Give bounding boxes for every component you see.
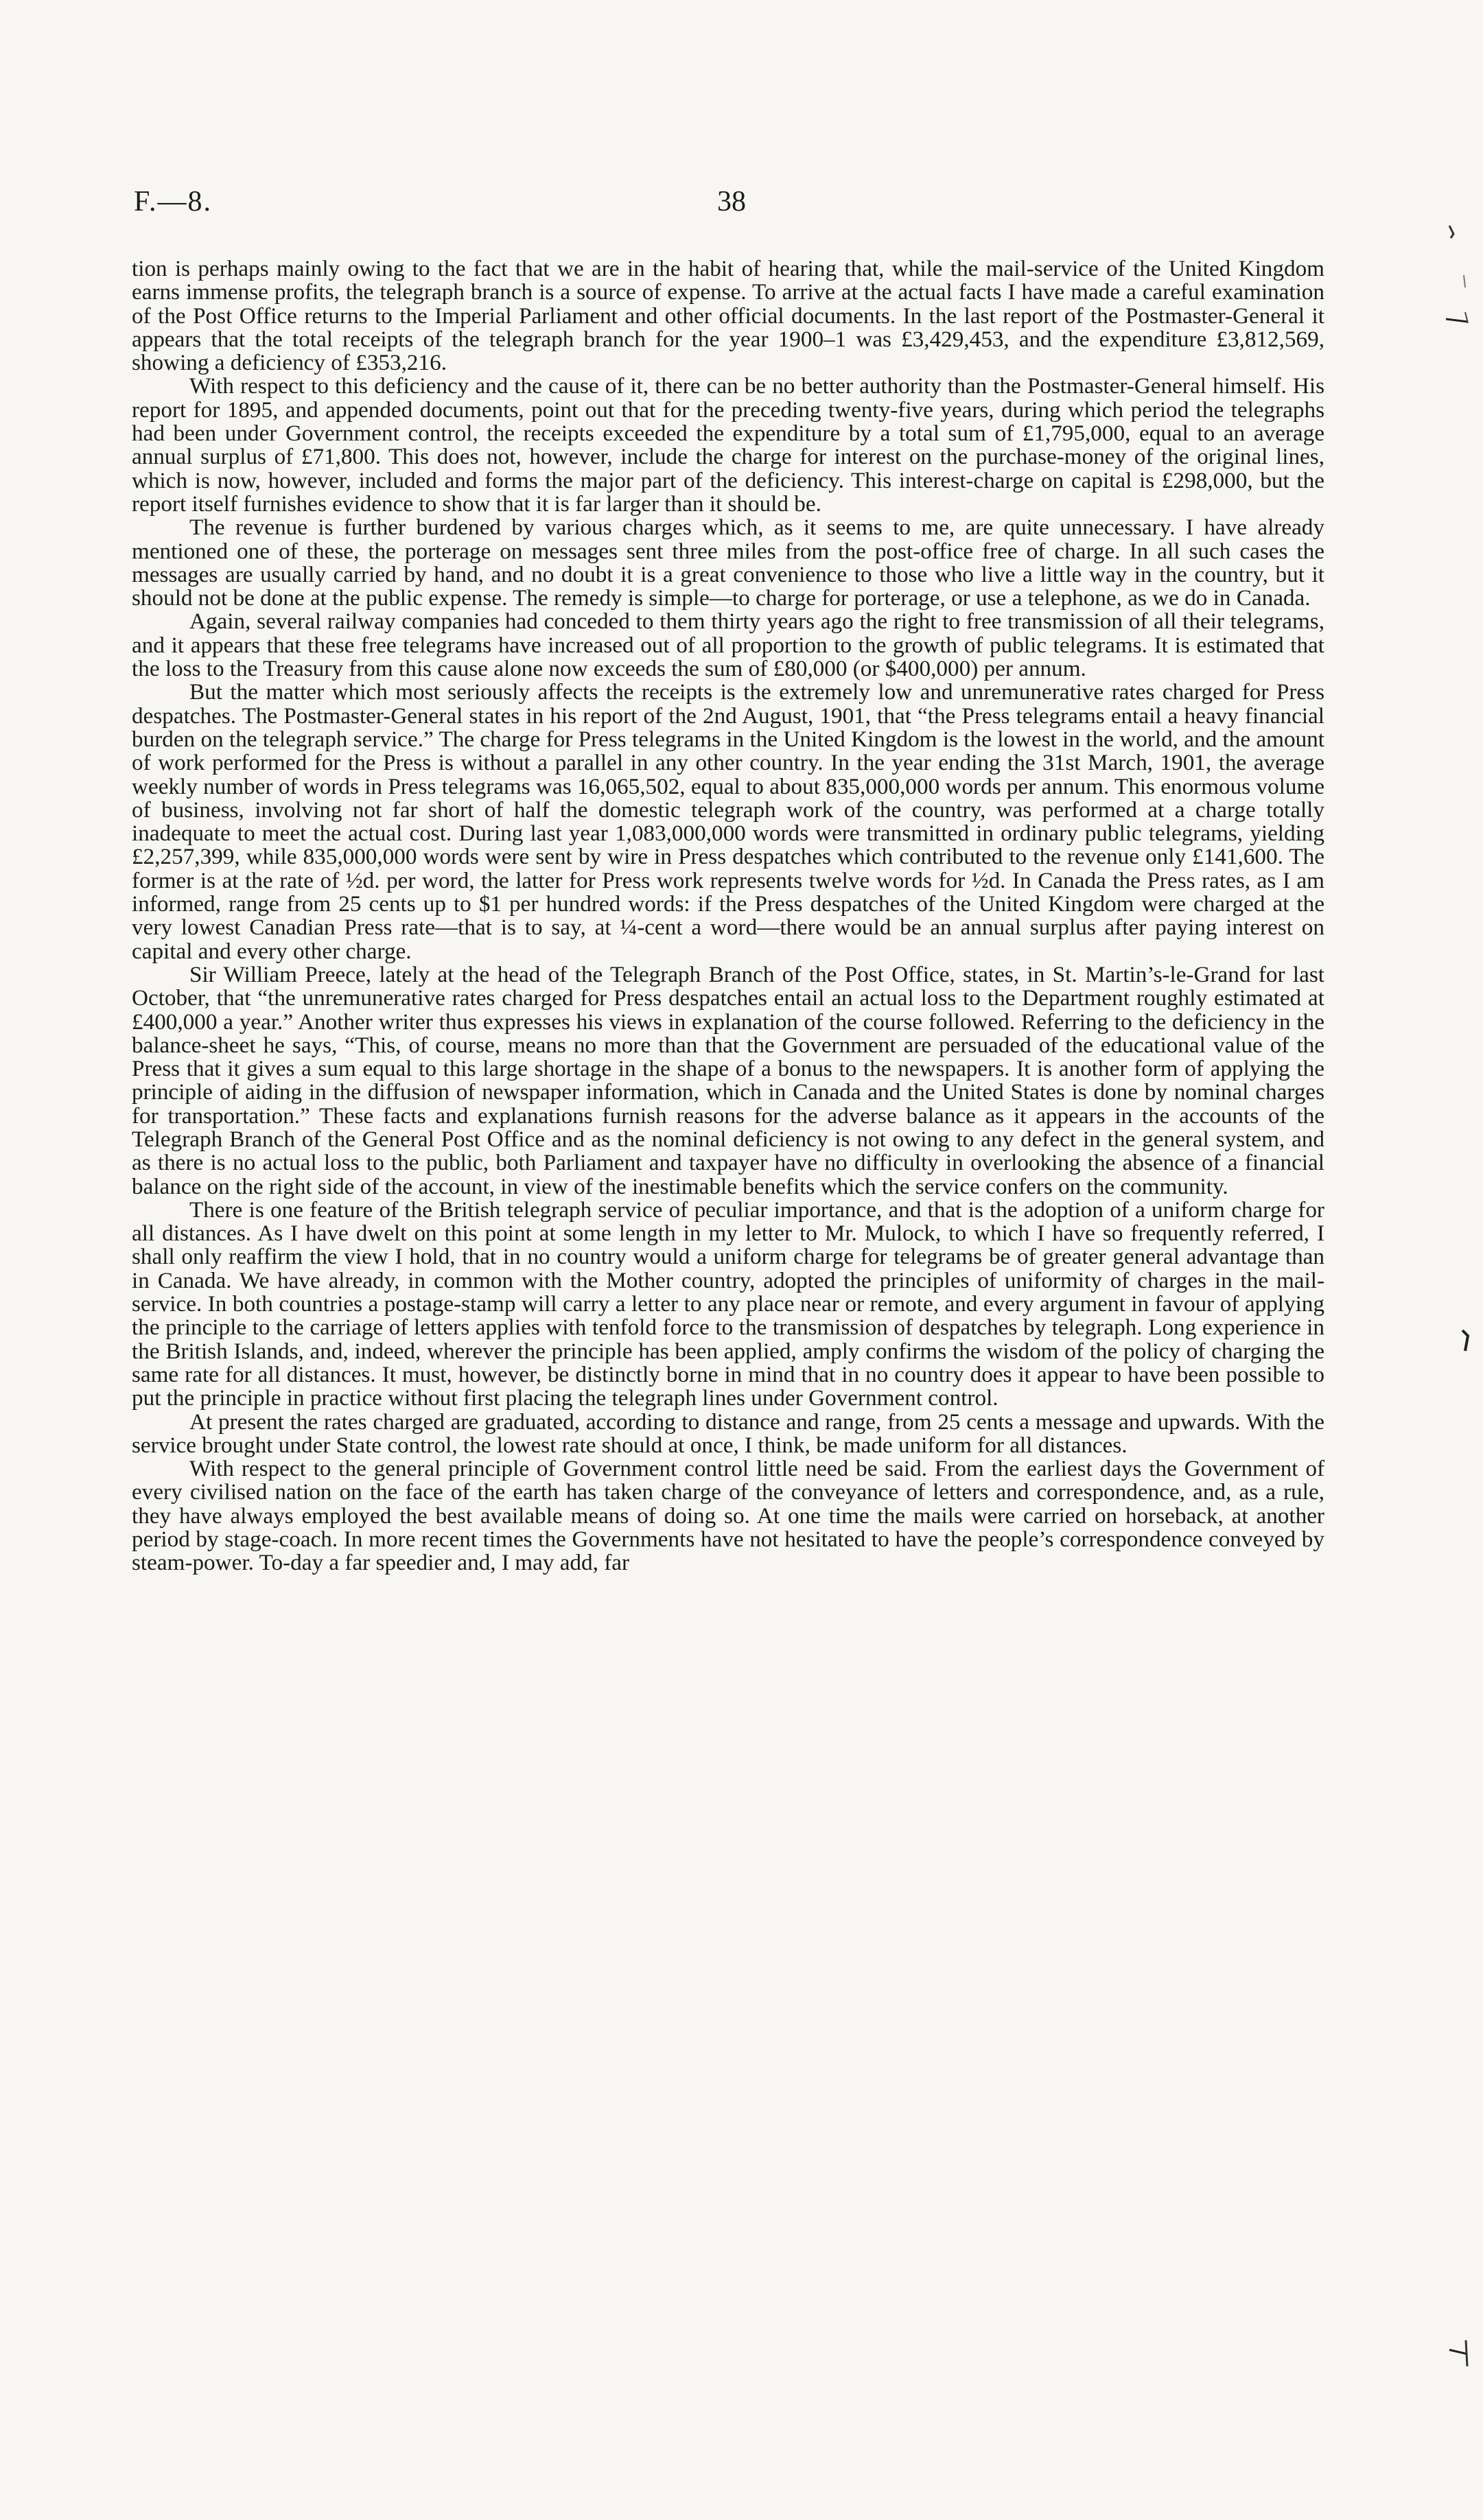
paragraph: But the matter which most seriously affects the receipts is the extremely low and unremunerative rates charged for Press despatches. The Postmaster-General states in his report of the 2nd August, 1901, that “the Press telegrams entail a heavy financial burden on the telegraph service.” The charge for Press telegrams in the United Kingdom is the lowest in the world, and the amount of work performed for the Press is without a parallel in any other country. In the year ending the 31st March, 1901, the average weekly number of words in Press telegrams was 16,065,502, equal to about 835,000,000 words per annum. This enormous volume of business, involving not far short of half the domestic telegraph work of the country, was performed at a charge totally inadequate to meet the actual cost. During last year 1,083,000,000 words were transmitted in ordinary public telegrams, yielding £2,257,399, while 835,000,000 words were sent by wire in Press despatches which contributed to the revenue only £141,600. The former is at the rate of ½d. per word, the latter for Press work represents twelve words for ½d. In Canada the Press rates, as I am informed, range from 25 cents up to $1 per hundred words: if the Press despatches of the United Kingdom were charged at the very lowest Canadian Press rate—that is to say, at ¼-cent a word—there would be an annual surplus after paying interest on capital and every other charge. — [132, 679, 1324, 964]
paragraph: With respect to this deficiency and the cause of it, there can be no better authority than the Postmaster-General himself. His report for 1895, and appended documents, point out that for the preceding twenty-five years, during which period the telegraphs had been under Government control, the receipts exceeded the expenditure by a total sum of £1,795,000, equal to an average annual surplus of £71,800. This does not, however, include the charge for interest on the purchase-money of the original lines, which is now, however, included and forms the major part of the deficiency. This interest-charge on capital is £298,000, but the report itself furnishes evidence to show that it is far larger than it should be. — [132, 373, 1324, 517]
margin-mark — [1458, 1328, 1472, 1355]
paragraph: tion is perhaps mainly owing to the fact that we are in the habit of hearing that, while the mail-service of the United Kingdom earns immense profits, the telegraph branch is a source of expense. To arrive at the actual facts I have made a careful examination of the Post Office returns to the Imperial Parliament and other official documents. In the last report of the Postmaster-General it appears that the total receipts of the telegraph branch for the year 1900–1 was £3,429,453, and the expenditure £3,812,569, showing a deficiency of £353,216. — [132, 256, 1324, 376]
paragraph: With respect to the general principle of Government control little need be said. From the earliest days the Government of every civilised nation on the face of the earth has taken charge of the conveyance of letters and correspondence, and, as a rule, they have always employed the best available means of doing so. At one time the mails were carried on horseback, at another period by stage-coach. In more recent times the Governments have not hesitated to have the people’s correspondence conveyed by steam-power. To-day a far speedier and, I may add, far — [132, 1456, 1324, 1576]
paragraph: There is one feature of the British telegraph service of peculiar importance, and that is the adoption of a uniform charge for all distances. As I have dwelt on this point at some length in my letter to Mr. Mulock, to which I have so frequently referred, I shall only reaffirm the view I hold, that in no country would a uniform charge for telegrams be of greater general advantage than in Canada. We have already, in common with the Mother country, adopted the principles of uniformity of charges in the mail-service. In both countries a postage-stamp will carry a letter to any place near or remote, and every argument in favour of applying the principle to the carriage of letters applies with tenfold force to the transmission of despatches by telegraph. Long experience in the British Islands, and, indeed, wherever the principle has been applied, amply confirms the wisdom of the policy of charging the same rate for all distances. It must, however, be distinctly borne in mind that in no country does it appear to have been possible to put the principle in practice without first placing the telegraph lines under Government control. — [132, 1197, 1324, 1411]
margin-mark — [1447, 2336, 1470, 2370]
paragraph: Again, several railway companies had conceded to them thirty years ago the right to free transmission of all their telegrams, and it appears that these free telegrams have increased out of all proportion to the growth of public telegrams. It is estimated that the loss to the Treasury from this cause alone now exceeds the sum of £80,000 (or $400,000) per annum. — [132, 609, 1324, 682]
page-number: 38 — [717, 186, 746, 217]
margin-mark — [1445, 271, 1469, 333]
paragraph: At present the rates charged are graduated, according to distance and range, from 25 cents a message and upwards. With the service brought under State control, the lowest rate should at once, I think, be made uniform for all distances. — [132, 1409, 1324, 1458]
margin-mark — [1447, 223, 1460, 244]
body-text — [132, 257, 1324, 1575]
paragraph: Sir William Preece, lately at the head of the Telegraph Branch of the Post Office, states, in St. Martin’s-le-Grand for last October, that “the unremunerative rates charged for Press despatches entail an actual loss to the Department roughly estimated at £400,000 a year.” Another writer thus expresses his views in explanation of the course followed. Referring to the deficiency in the balance-sheet he says, “This, of course, means no more than that the Government are persuaded of the educational value of the Press that it gives a sum equal to this large shortage in the shape of a bonus to the newspapers. It is another form of applying the principle of aiding in the diffusion of newspaper information, which in Canada and the United States is done by nominal charges for transportation.” These facts and explanations furnish reasons for the adverse balance as it appears in the accounts of the Telegraph Branch of the General Post Office and as the nominal deficiency is not owing to any defect in the general system, and as there is no actual loss to the public, both Parliament and taxpayer have no difficulty in overlooking the absence of a financial balance on the right side of the account, in view of the inestimable benefits which the service confers on the community. — [132, 961, 1324, 1199]
document-reference: F.—8. — [134, 186, 212, 217]
page-header — [134, 185, 1328, 226]
paragraph: The revenue is further burdened by various charges which, as it seems to me, are quite unnecessary. I have already mentioned one of these, the porterage on messages sent three miles from the post-office free of charge. In all such cases the messages are usually carried by hand, and no doubt it is a great convenience to those who live a little way in the country, but it should not be done at the public expense. The remedy is simple—to charge for porterage, or use a telephone, as we do in Canada. — [132, 515, 1324, 611]
